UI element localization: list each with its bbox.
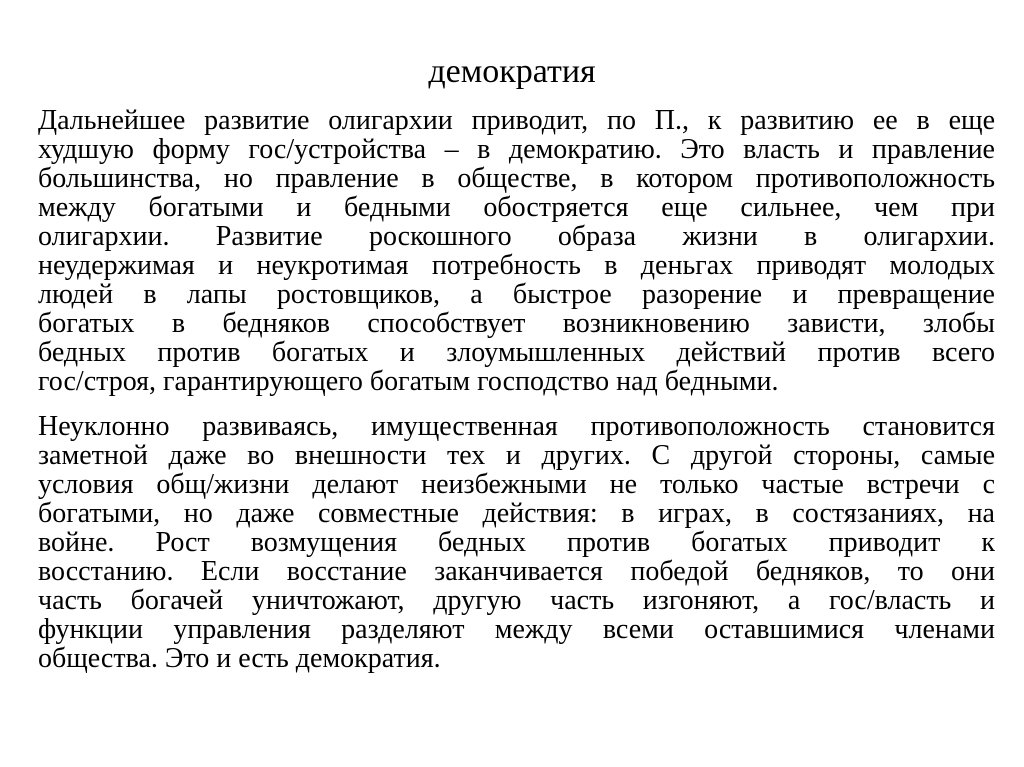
text-line: большинства, но правление в обществе, в котором противоположность xyxy=(38,163,995,194)
text-line: восстанию. Если восстание заканчивается победой бедняков, то они xyxy=(38,556,995,587)
text-line: гос/строя, гарантирующего богатым господство над бедными. xyxy=(38,366,779,397)
text-line: богатых в бедняков способствует возникновению зависти, злобы xyxy=(38,308,995,339)
text-line: худшую форму гос/устройства – в демократию. Это власть и правление xyxy=(38,134,995,165)
text-line: функции управления разделяют между всеми оставшимися членами xyxy=(38,614,995,645)
paragraph-2 xyxy=(38,412,995,673)
text-line: неудержимая и неукротимая потребность в деньгах приводят молодых xyxy=(38,250,995,281)
text-line: богатыми, но даже совместные действия: в играх, в состязаниях, на xyxy=(38,498,995,529)
text-line: войне. Рост возмущения бедных против богатых приводит к xyxy=(38,527,995,558)
text-line: часть богачей уничтожают, другую часть изгоняют, а гос/власть и xyxy=(38,585,995,616)
text-line: Неуклонно развиваясь, имущественная противоположность становится xyxy=(38,411,995,442)
text-line: между богатыми и бедными обостряется еще сильнее, чем при xyxy=(38,192,995,223)
slide-title: демократия xyxy=(428,53,596,90)
text-line: олигархии. Развитие роскошного образа жизни в олигархии. xyxy=(38,221,995,252)
text-line: бедных против богатых и злоумышленных действий против всего xyxy=(38,337,995,368)
paragraph-1 xyxy=(38,106,995,396)
text-line: общества. Это и есть демократия. xyxy=(38,643,441,674)
text-line: Дальнейшее развитие олигархии приводит, по П., к развитию ее в еще xyxy=(38,105,995,136)
text-line: условия общ/жизни делают неизбежными не только частые встречи с xyxy=(38,469,995,500)
text-line: людей в лапы ростовщиков, а быстрое разорение и превращение xyxy=(38,279,995,310)
text-line: заметной даже во внешности тех и других. С другой стороны, самые xyxy=(38,440,995,471)
